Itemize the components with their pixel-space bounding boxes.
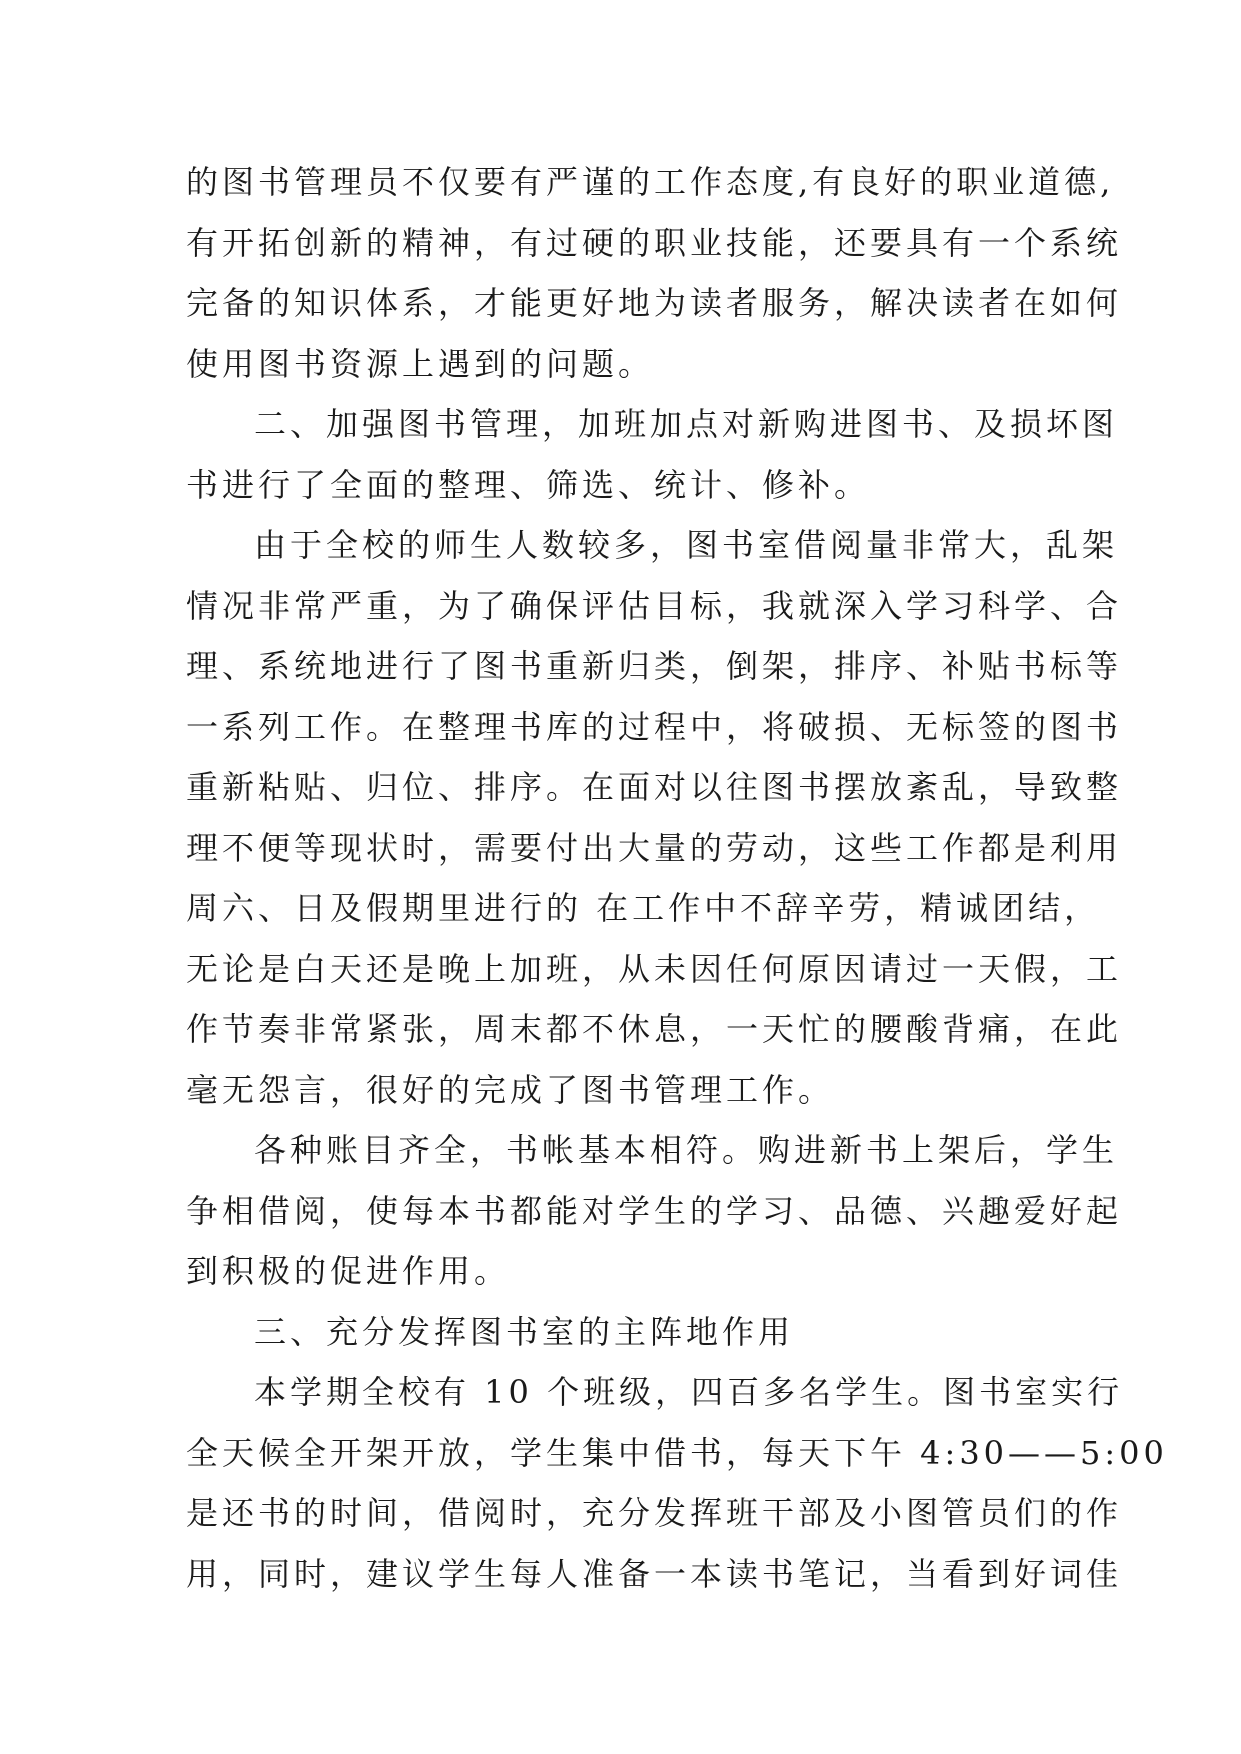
body-text — [186, 152, 1168, 1604]
paragraph-start: 本学期全校有 10 个班级，四百多名学生。图书室实行 — [254, 1373, 1124, 1411]
text-line: 全天候全开架开放，学生集中借书，每天下午 4:30——5:00 — [186, 1433, 1168, 1472]
text-line: 重新粘贴、归位、排序。在面对以往图书摆放紊乱，导致整 — [186, 768, 1123, 806]
text-line: 的图书管理员不仅要有严谨的工作态度,有良好的职业道德, — [186, 163, 1115, 201]
text-line: 周六、日及假期里进行的 在工作中不辞辛劳，精诚团结， — [186, 889, 1101, 927]
text-line: 完备的知识体系，才能更好地为读者服务，解决读者在如何 — [186, 284, 1123, 322]
text-line: 一系列工作。在整理书库的过程中，将破损、无标签的图书 — [186, 707, 1123, 746]
text-line: 毫无怨言，很好的完成了图书管理工作。 — [186, 1070, 835, 1109]
paragraph-start: 由于全校的师生人数较多，图书室借阅量非常大，乱架 — [254, 526, 1119, 564]
text-line: 用，同时，建议学生每人准备一本读书笔记，当看到好词佳 — [186, 1554, 1123, 1593]
text-line: 理、系统地进行了图书重新归类，倒架，排序、补贴书标等 — [186, 647, 1123, 685]
section-heading-2: 二、加强图书管理，加班加点对新购进图书、及损坏图 — [254, 405, 1119, 443]
text-line: 到积极的促进作用。 — [186, 1252, 511, 1290]
text-line: 争相借阅，使每本书都能对学生的学习、品德、兴趣爱好起 — [186, 1191, 1123, 1230]
text-line: 理不便等现状时，需要付出大量的劳动，这些工作都是利用 — [186, 828, 1123, 867]
paragraph-start: 各种账目齐全，书帐基本相符。购进新书上架后，学生 — [254, 1131, 1119, 1169]
text-line: 作节奏非常紧张，周末都不休息，一天忙的腰酸背痛，在此 — [186, 1010, 1123, 1048]
text-line: 情况非常严重，为了确保评估目标，我就深入学习科学、合 — [186, 586, 1123, 625]
text-line: 无论是白天还是晚上加班，从未因任何原因请过一天假，工 — [186, 949, 1123, 988]
section-heading-3: 三、充分发挥图书室的主阵地作用 — [254, 1312, 795, 1351]
text-line: 是还书的时间，借阅时，充分发挥班干部及小图管员们的作 — [186, 1494, 1123, 1532]
text-line: 有开拓创新的精神，有过硬的职业技能，还要具有一个系统 — [186, 223, 1123, 262]
text-line: 使用图书资源上遇到的问题。 — [186, 344, 655, 383]
text-line: 书进行了全面的整理、筛选、统计、修补。 — [186, 465, 871, 504]
